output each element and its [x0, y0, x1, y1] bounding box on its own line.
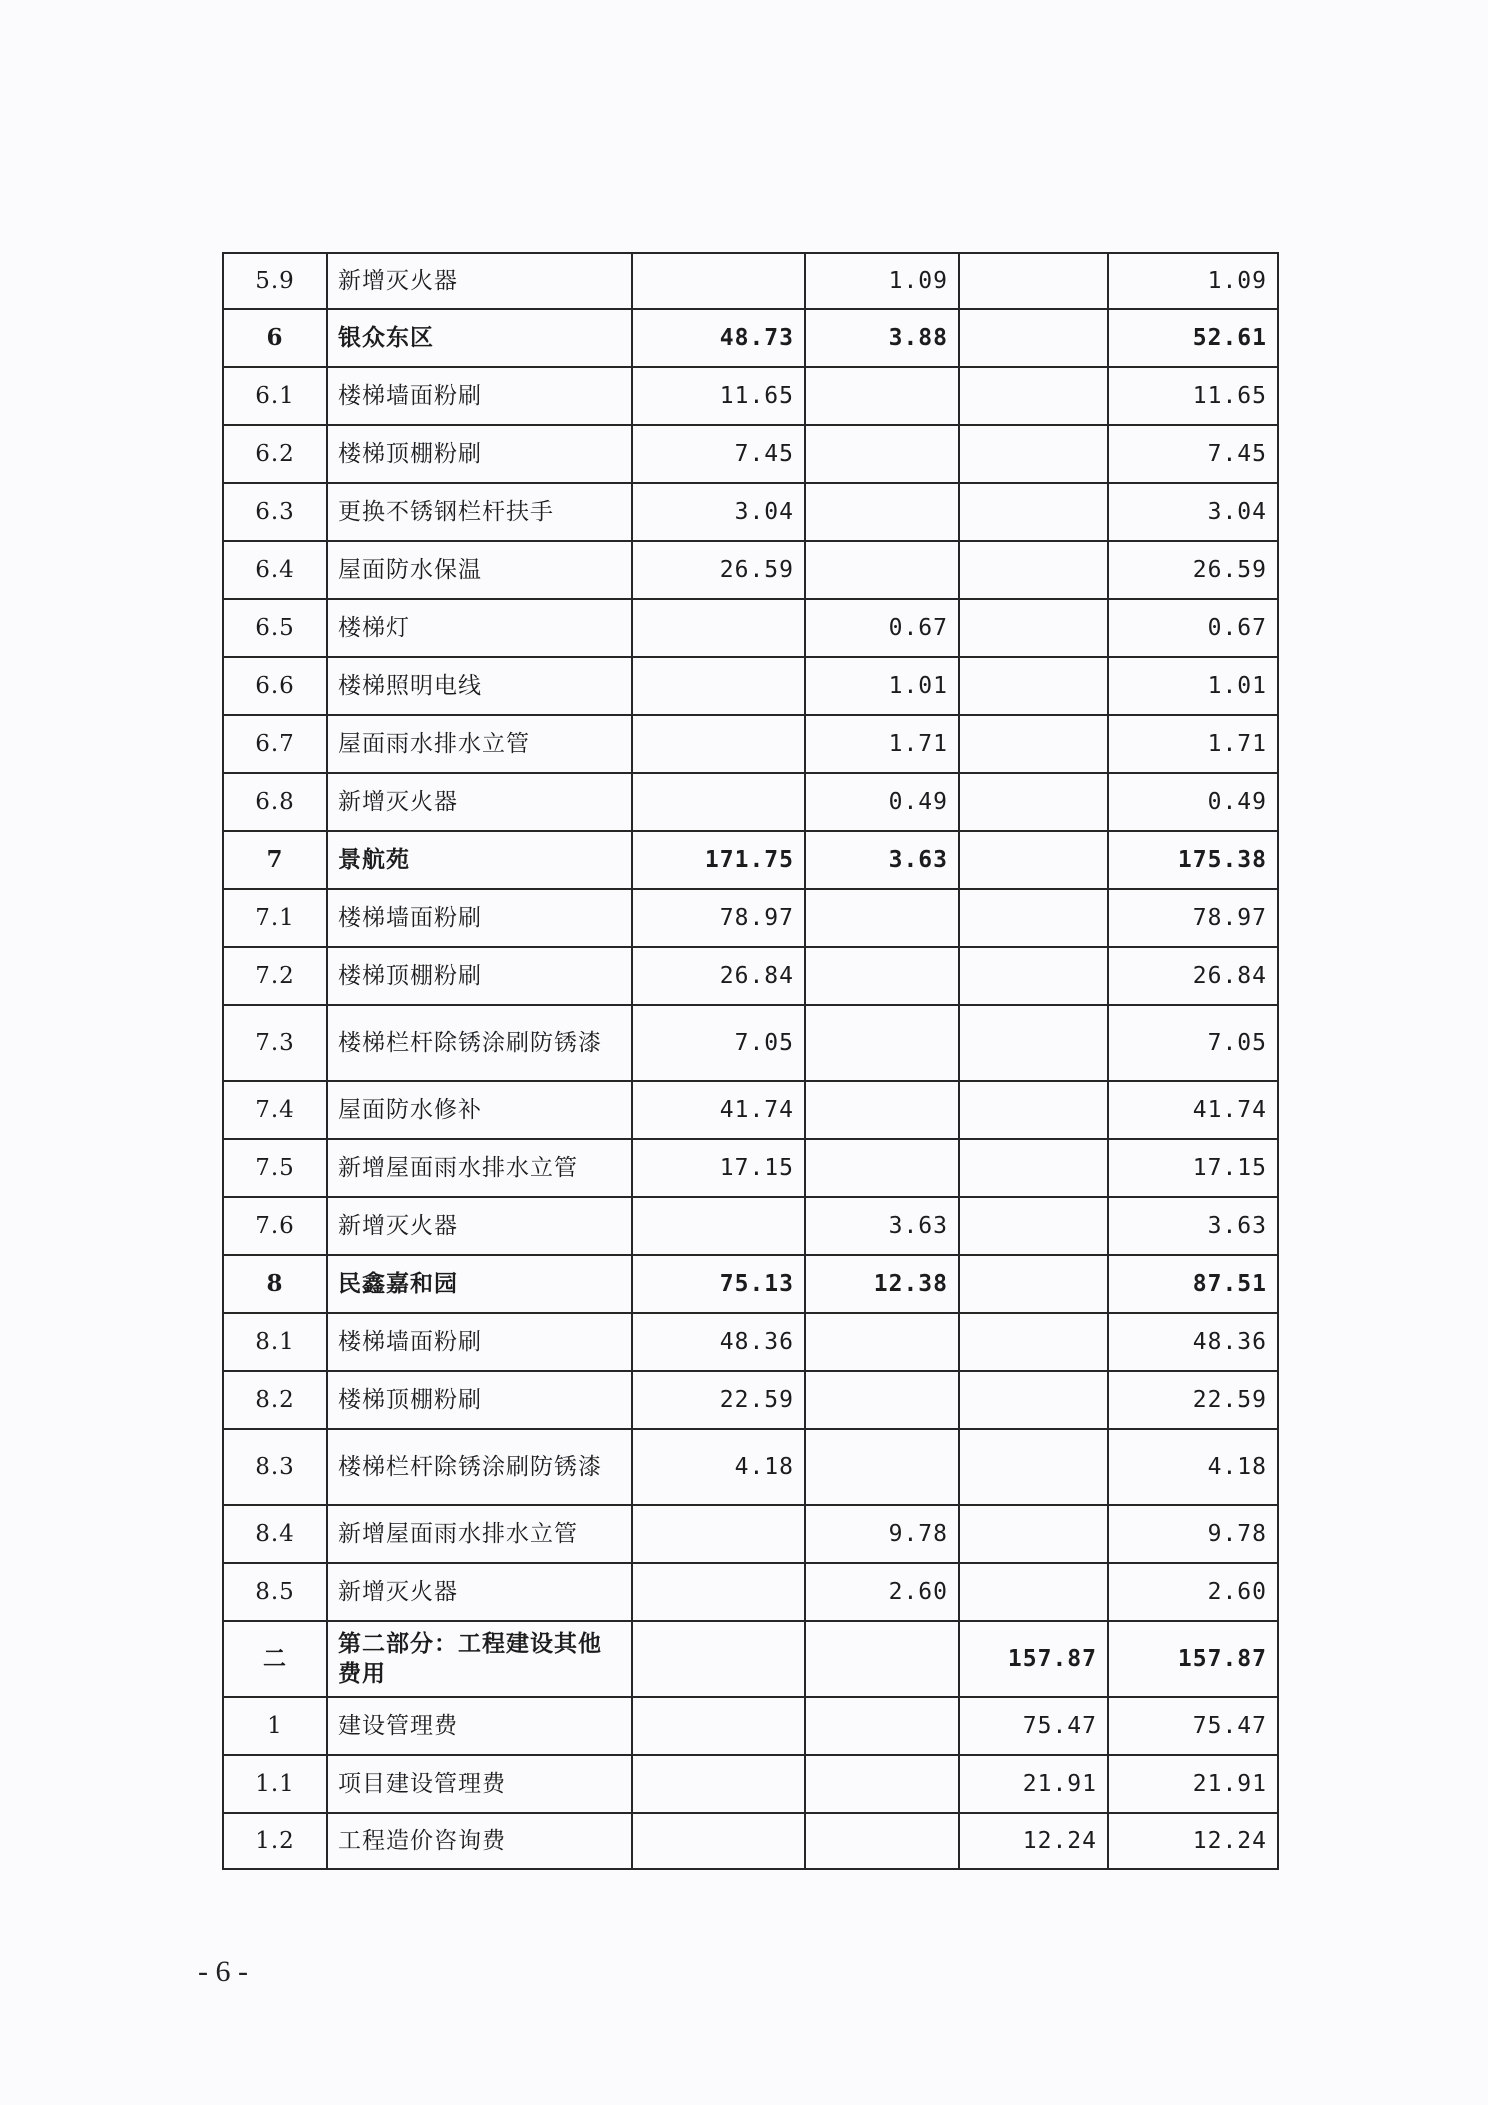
cell-total: 26.59: [1108, 541, 1278, 599]
cell-index: 7.3: [223, 1005, 327, 1081]
cell-item-name: 景航苑: [327, 831, 632, 889]
cell-item-name: 新增屋面雨水排水立管: [327, 1139, 632, 1197]
cell-amount-2: [805, 1621, 959, 1697]
cell-amount-1: [632, 773, 805, 831]
cell-total: 75.47: [1108, 1697, 1278, 1755]
cell-amount-2: 0.67: [805, 599, 959, 657]
cell-item-name: 工程造价咨询费: [327, 1813, 632, 1869]
cell-amount-2: [805, 483, 959, 541]
cell-index: 7: [223, 831, 327, 889]
cell-amount-3: [959, 367, 1108, 425]
cell-amount-2: [805, 889, 959, 947]
cell-amount-2: [805, 1005, 959, 1081]
cell-item-name: 新增灭火器: [327, 773, 632, 831]
cell-amount-1: [632, 1563, 805, 1621]
cell-amount-1: 3.04: [632, 483, 805, 541]
cell-total: 4.18: [1108, 1429, 1278, 1505]
cell-amount-2: 12.38: [805, 1255, 959, 1313]
cell-index: 1: [223, 1697, 327, 1755]
cell-total: 7.45: [1108, 425, 1278, 483]
cell-item-name: 楼梯灯: [327, 599, 632, 657]
cell-amount-1: 11.65: [632, 367, 805, 425]
cell-item-name: 新增灭火器: [327, 253, 632, 309]
table-row: [223, 483, 1278, 541]
table-row: [223, 947, 1278, 1005]
cell-total: 26.84: [1108, 947, 1278, 1005]
cell-amount-3: [959, 889, 1108, 947]
cell-amount-1: [632, 1505, 805, 1563]
cell-amount-2: [805, 1429, 959, 1505]
cell-amount-3: 21.91: [959, 1755, 1108, 1813]
table-row: [223, 831, 1278, 889]
cell-amount-3: 12.24: [959, 1813, 1108, 1869]
cell-index: 6.3: [223, 483, 327, 541]
cell-amount-2: [805, 1371, 959, 1429]
cell-amount-2: [805, 1139, 959, 1197]
table-row: [223, 1505, 1278, 1563]
cell-amount-2: 9.78: [805, 1505, 959, 1563]
cell-item-name: 屋面防水保温: [327, 541, 632, 599]
table-body: [223, 253, 1278, 1869]
cell-amount-1: [632, 1755, 805, 1813]
cell-amount-1: [632, 1621, 805, 1697]
cell-amount-2: 1.71: [805, 715, 959, 773]
cell-index: 6.8: [223, 773, 327, 831]
cell-amount-2: [805, 541, 959, 599]
cell-total: 11.65: [1108, 367, 1278, 425]
cell-amount-3: [959, 715, 1108, 773]
cell-item-name: 屋面雨水排水立管: [327, 715, 632, 773]
cell-amount-1: 26.84: [632, 947, 805, 1005]
cell-amount-3: [959, 773, 1108, 831]
table-row: [223, 367, 1278, 425]
table-row: [223, 773, 1278, 831]
cell-total: 1.01: [1108, 657, 1278, 715]
cell-total: 78.97: [1108, 889, 1278, 947]
cell-total: 157.87: [1108, 1621, 1278, 1697]
cell-index: 6.4: [223, 541, 327, 599]
table-row: [223, 1371, 1278, 1429]
cell-item-name: 楼梯栏杆除锈涂刷防锈漆: [327, 1005, 632, 1081]
cell-amount-3: [959, 1313, 1108, 1371]
cell-amount-3: [959, 1139, 1108, 1197]
cell-item-name: 楼梯栏杆除锈涂刷防锈漆: [327, 1429, 632, 1505]
cell-amount-3: 75.47: [959, 1697, 1108, 1755]
cell-amount-2: [805, 1755, 959, 1813]
table-row: [223, 715, 1278, 773]
cell-index: 8.2: [223, 1371, 327, 1429]
cell-total: 17.15: [1108, 1139, 1278, 1197]
cell-amount-1: [632, 253, 805, 309]
cell-amount-2: [805, 1081, 959, 1139]
cell-total: 0.49: [1108, 773, 1278, 831]
cell-item-name: 楼梯照明电线: [327, 657, 632, 715]
cell-amount-1: 41.74: [632, 1081, 805, 1139]
cell-amount-2: [805, 367, 959, 425]
cell-item-name: 新增灭火器: [327, 1563, 632, 1621]
cell-item-name: 民鑫嘉和园: [327, 1255, 632, 1313]
cell-total: 52.61: [1108, 309, 1278, 367]
cell-item-name: 更换不锈钢栏杆扶手: [327, 483, 632, 541]
cell-amount-3: [959, 831, 1108, 889]
cell-amount-1: [632, 1813, 805, 1869]
cell-total: 12.24: [1108, 1813, 1278, 1869]
cell-item-name: 第二部分：工程建设其他费用: [327, 1621, 632, 1697]
cell-total: 21.91: [1108, 1755, 1278, 1813]
table-row: [223, 1429, 1278, 1505]
cell-index: 6.7: [223, 715, 327, 773]
cell-amount-3: [959, 1255, 1108, 1313]
table-row: [223, 425, 1278, 483]
cell-index: 7.2: [223, 947, 327, 1005]
cell-amount-3: [959, 1429, 1108, 1505]
cell-amount-3: [959, 1005, 1108, 1081]
cell-amount-2: 3.63: [805, 831, 959, 889]
cell-amount-1: 4.18: [632, 1429, 805, 1505]
cell-total: 3.04: [1108, 483, 1278, 541]
cell-amount-1: 78.97: [632, 889, 805, 947]
cell-total: 1.71: [1108, 715, 1278, 773]
cell-total: 0.67: [1108, 599, 1278, 657]
cell-item-name: 楼梯墙面粉刷: [327, 367, 632, 425]
table-row: [223, 1313, 1278, 1371]
table-row: [223, 1081, 1278, 1139]
cell-item-name: 楼梯顶棚粉刷: [327, 947, 632, 1005]
table-row: [223, 253, 1278, 309]
cell-amount-2: 2.60: [805, 1563, 959, 1621]
cell-amount-1: 171.75: [632, 831, 805, 889]
cell-amount-3: [959, 309, 1108, 367]
cell-index: 6.6: [223, 657, 327, 715]
cell-index: 8.5: [223, 1563, 327, 1621]
cell-amount-3: [959, 483, 1108, 541]
cell-index: 7.6: [223, 1197, 327, 1255]
cell-amount-2: 1.09: [805, 253, 959, 309]
cell-item-name: 新增屋面雨水排水立管: [327, 1505, 632, 1563]
cell-item-name: 楼梯墙面粉刷: [327, 1313, 632, 1371]
cell-amount-3: [959, 541, 1108, 599]
cost-estimate-table: [222, 252, 1279, 1870]
cell-amount-3: [959, 253, 1108, 309]
table-row: [223, 1197, 1278, 1255]
page-number: - 6 -: [198, 1955, 248, 1988]
cell-item-name: 楼梯墙面粉刷: [327, 889, 632, 947]
table-row: [223, 1697, 1278, 1755]
cell-amount-2: [805, 1813, 959, 1869]
cell-index: 7.5: [223, 1139, 327, 1197]
cell-index: 7.4: [223, 1081, 327, 1139]
cell-total: 175.38: [1108, 831, 1278, 889]
table-row: [223, 1755, 1278, 1813]
cell-amount-1: [632, 715, 805, 773]
cell-amount-1: 22.59: [632, 1371, 805, 1429]
table-row: [223, 1621, 1278, 1697]
cell-item-name: 屋面防水修补: [327, 1081, 632, 1139]
cell-index: 5.9: [223, 253, 327, 309]
cell-total: 7.05: [1108, 1005, 1278, 1081]
cell-amount-2: [805, 947, 959, 1005]
table-row: [223, 1563, 1278, 1621]
cell-item-name: 楼梯顶棚粉刷: [327, 1371, 632, 1429]
cell-amount-3: [959, 1563, 1108, 1621]
table-row: [223, 657, 1278, 715]
cell-index: 二: [223, 1621, 327, 1697]
table-row: [223, 599, 1278, 657]
cell-amount-3: [959, 947, 1108, 1005]
cell-amount-2: 0.49: [805, 773, 959, 831]
cell-index: 6.2: [223, 425, 327, 483]
cell-amount-1: [632, 657, 805, 715]
cell-amount-3: [959, 1371, 1108, 1429]
cell-item-name: 建设管理费: [327, 1697, 632, 1755]
cell-amount-1: 7.45: [632, 425, 805, 483]
cell-amount-1: 75.13: [632, 1255, 805, 1313]
cell-amount-1: [632, 1697, 805, 1755]
cell-total: 9.78: [1108, 1505, 1278, 1563]
table-row: [223, 541, 1278, 599]
cell-item-name: 银众东区: [327, 309, 632, 367]
cell-amount-1: 7.05: [632, 1005, 805, 1081]
table-row: [223, 1005, 1278, 1081]
cell-amount-2: [805, 1313, 959, 1371]
cell-index: 6.5: [223, 599, 327, 657]
cell-total: 3.63: [1108, 1197, 1278, 1255]
table-row: [223, 1139, 1278, 1197]
cell-amount-3: [959, 1081, 1108, 1139]
table-row: [223, 309, 1278, 367]
cell-amount-1: 17.15: [632, 1139, 805, 1197]
table-row: [223, 1813, 1278, 1869]
cell-amount-2: 3.63: [805, 1197, 959, 1255]
cell-total: 87.51: [1108, 1255, 1278, 1313]
cell-amount-2: [805, 1697, 959, 1755]
cell-amount-3: [959, 425, 1108, 483]
cell-amount-3: [959, 1197, 1108, 1255]
cell-item-name: 新增灭火器: [327, 1197, 632, 1255]
cell-amount-1: [632, 599, 805, 657]
cell-item-name: 楼梯顶棚粉刷: [327, 425, 632, 483]
cell-index: 6: [223, 309, 327, 367]
cell-total: 41.74: [1108, 1081, 1278, 1139]
cell-amount-3: [959, 1505, 1108, 1563]
cell-amount-1: 26.59: [632, 541, 805, 599]
cell-index: 7.1: [223, 889, 327, 947]
cell-total: 1.09: [1108, 253, 1278, 309]
table-row: [223, 1255, 1278, 1313]
cell-total: 2.60: [1108, 1563, 1278, 1621]
table-row: [223, 889, 1278, 947]
cell-amount-1: 48.73: [632, 309, 805, 367]
cell-amount-2: 1.01: [805, 657, 959, 715]
cell-index: 1.1: [223, 1755, 327, 1813]
cell-amount-2: [805, 425, 959, 483]
cell-index: 6.1: [223, 367, 327, 425]
cell-amount-3: [959, 657, 1108, 715]
cell-amount-2: 3.88: [805, 309, 959, 367]
cell-total: 22.59: [1108, 1371, 1278, 1429]
cell-index: 8.1: [223, 1313, 327, 1371]
cell-index: 8.4: [223, 1505, 327, 1563]
cell-amount-1: 48.36: [632, 1313, 805, 1371]
cell-amount-3: [959, 599, 1108, 657]
cell-total: 48.36: [1108, 1313, 1278, 1371]
cell-index: 1.2: [223, 1813, 327, 1869]
cell-amount-1: [632, 1197, 805, 1255]
cell-index: 8: [223, 1255, 327, 1313]
cell-amount-3: 157.87: [959, 1621, 1108, 1697]
cell-item-name: 项目建设管理费: [327, 1755, 632, 1813]
cell-index: 8.3: [223, 1429, 327, 1505]
